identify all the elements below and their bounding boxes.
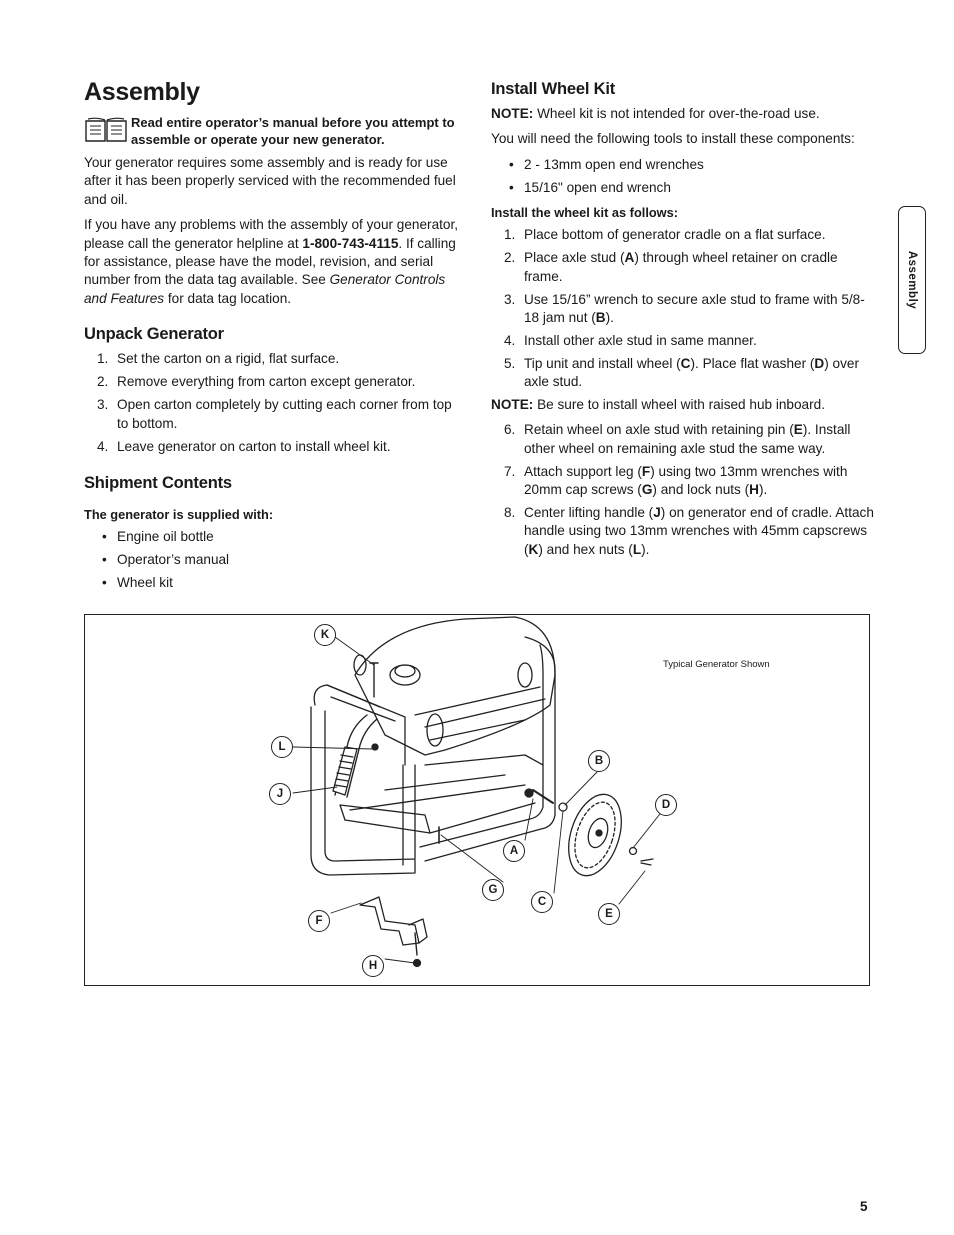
shipment-subheading: The generator is supplied with: (84, 507, 274, 523)
callout-h: H (362, 955, 384, 977)
list-item: 1. Place bottom of generator cradle on a flat surface. (504, 227, 826, 243)
list-item: 4. Leave generator on carton to install wheel kit. (97, 438, 391, 454)
wheel-kit-figure (84, 614, 870, 986)
callout-j: J (269, 783, 291, 805)
page-title: Assembly (84, 78, 200, 106)
callout-a: A (503, 840, 525, 862)
list-item: 2. Remove everything from carton except generator. (97, 374, 416, 390)
callout-d: D (655, 794, 677, 816)
list-item: • 2 - 13mm open end wrenches (509, 156, 704, 172)
intro-paragraph-1: Your generator requires some assembly and is ready for use after it has been properly serviced with the recommended fuel and oil. (84, 155, 456, 207)
wheel (559, 788, 631, 883)
callout-l: L (271, 736, 293, 758)
install-steps-b (491, 421, 876, 559)
callout-k: K (314, 624, 336, 646)
helpline-phone: 1-800-743-4115 (302, 235, 399, 251)
list-item: 6. Retain wheel on axle stud with retaining pin (E). Install other wheel on remaining axle stud the same way. (504, 422, 851, 456)
install-steps-a (491, 226, 876, 392)
unpack-steps (84, 350, 466, 456)
callout-e: E (598, 903, 620, 925)
shipment-items (84, 528, 466, 592)
read-manual-warning (84, 115, 466, 148)
list-item: • Operator’s manual (102, 552, 230, 568)
right-column (491, 80, 876, 567)
list-item: 3. Use 15/16” wrench to secure axle stud to frame with 5/8-18 jam nut (B). (504, 291, 865, 326)
open-book-icon (84, 116, 128, 144)
callout-b: B (588, 750, 610, 772)
shipment-heading: Shipment Contents (84, 474, 232, 493)
left-column (84, 78, 466, 600)
list-item: 7. Attach support leg (F) using two 13mm wrenches with 20mm cap screws (G) and lock nuts (H). (504, 463, 848, 498)
tools-intro: You will need the following tools to install these components: (491, 131, 855, 147)
list-item: • Wheel kit (102, 575, 173, 591)
note-road-use: NOTE: Wheel kit is not intended for over-the-road use. (491, 106, 820, 121)
list-item: 8. Center lifting handle (J) on generator end of cradle. Attach handle using two 13mm wrenches with 45mm capscrews (K) and hex nuts (L). (504, 505, 874, 557)
list-item: 4. Install other axle stud in same manner. (504, 333, 757, 349)
generator-illustration (85, 615, 871, 987)
install-subheading: Install the wheel kit as follows: (491, 205, 679, 221)
tools-list (491, 156, 876, 197)
controls-reference: Generator Controls and Features (84, 272, 446, 306)
warning-text: Read entire operator’s manual before you attempt to assemble or operate your new generator. (131, 115, 455, 147)
section-side-tab (898, 206, 926, 354)
list-item: 2. Place axle stud (A) through wheel retainer on cradle frame. (504, 250, 838, 284)
page-number: 5 (860, 1199, 868, 1214)
figure-caption: Typical Generator Shown (663, 659, 770, 670)
callout-g: G (482, 879, 504, 901)
callout-c: C (531, 891, 553, 913)
support-leg (360, 897, 419, 945)
unpack-heading: Unpack Generator (84, 325, 224, 344)
list-item: 1. Set the carton on a rigid, flat surface. (97, 351, 340, 367)
intro-paragraph-2: If you have any problems with the assembly of your generator, please call the generator helpline at 1-800-743-4115. If calling for assistance, please have the model, revision, and serial number from the data tag available. See Generator Controls and Features for data tag location. (84, 217, 459, 306)
list-item: • 15/16" open end wrench (509, 179, 671, 195)
wheel-kit-heading: Install Wheel Kit (491, 80, 616, 98)
list-item: 3. Open carton completely by cutting each corner from top to bottom. (97, 397, 452, 431)
fuel-cap (390, 665, 420, 685)
note-raised-hub: NOTE: Be sure to install wheel with raised hub inboard. (491, 396, 825, 412)
list-item: 5. Tip unit and install wheel (C). Place flat washer (D) over axle stud. (504, 356, 859, 390)
callout-f: F (308, 910, 330, 932)
list-item: • Engine oil bottle (102, 529, 214, 545)
side-tab-label: Assembly (906, 250, 918, 310)
